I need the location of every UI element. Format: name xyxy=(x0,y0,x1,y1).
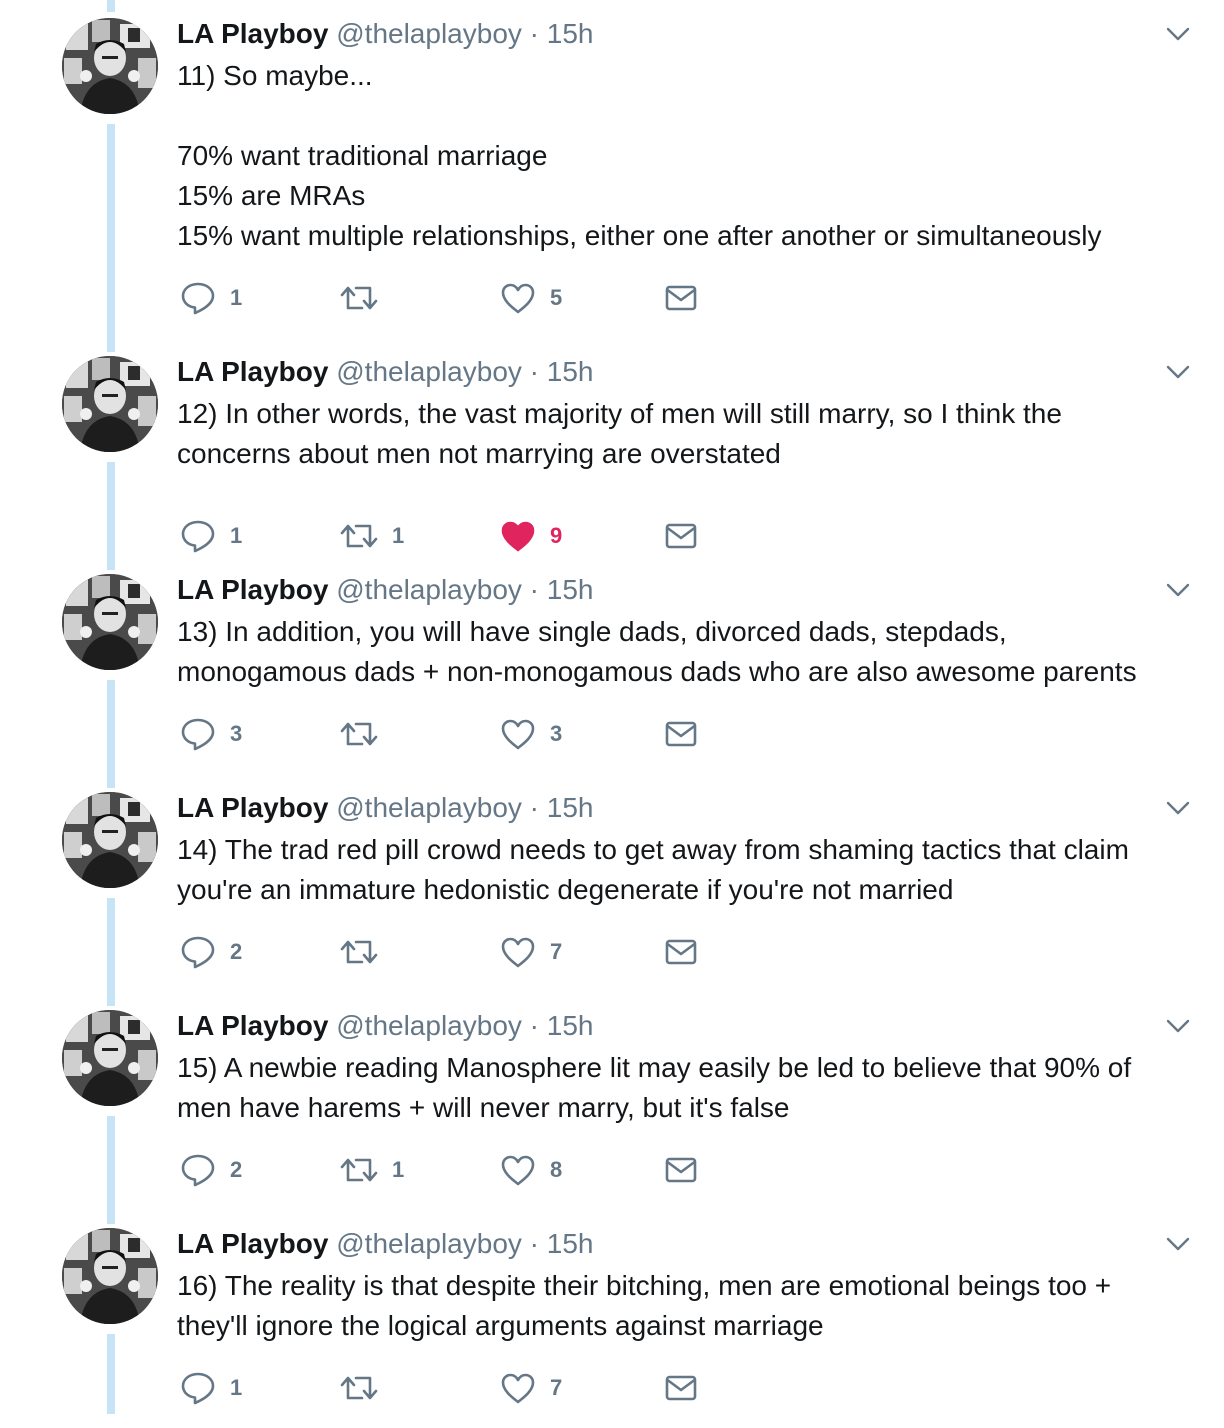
reply-icon xyxy=(180,281,216,315)
tweet-text-line: 15% want multiple relationships, either one after another or simultaneously xyxy=(177,220,1102,251)
tweet-text xyxy=(177,1048,1177,1128)
header-separator: · xyxy=(529,356,539,387)
reply-count: 1 xyxy=(230,285,243,310)
retweet-icon xyxy=(340,1155,378,1185)
tweet[interactable] xyxy=(0,338,1224,556)
tweet-text-line: 16) The reality is that despite their bitching, men are emotional beings too + xyxy=(177,1270,1112,1301)
reply-count: 1 xyxy=(230,523,243,548)
author-name[interactable]: LA Playboy xyxy=(177,356,329,387)
retweet-count: 1 xyxy=(392,523,405,548)
direct-message-button[interactable] xyxy=(664,518,698,554)
tweet-header xyxy=(177,354,594,390)
tweet-actions xyxy=(180,716,740,752)
tweet-text-line: 13) In addition, you will have single dads, divorced dads, stepdads, xyxy=(177,616,1007,647)
tweet[interactable] xyxy=(0,992,1224,1210)
envelope-icon xyxy=(664,719,698,749)
envelope-icon xyxy=(664,1155,698,1185)
envelope-icon xyxy=(664,937,698,967)
reply-button[interactable] xyxy=(180,1370,242,1406)
tweet-text xyxy=(177,56,1177,256)
like-button[interactable] xyxy=(500,716,562,752)
header-separator: · xyxy=(529,1228,539,1259)
tweet-text-line: 70% want traditional marriage xyxy=(177,140,548,171)
direct-message-button[interactable] xyxy=(664,716,698,752)
retweet-button[interactable] xyxy=(340,280,392,316)
reply-button[interactable] xyxy=(180,934,242,970)
envelope-icon xyxy=(664,521,698,551)
author-handle[interactable]: @thelaplayboy xyxy=(336,1010,522,1041)
tweet-timestamp[interactable]: 15h xyxy=(546,574,594,605)
heart-icon xyxy=(500,520,536,552)
reply-icon xyxy=(180,935,216,969)
tweet-text-line: 12) In other words, the vast majority of men will still marry, so I think the xyxy=(177,398,1062,429)
author-name[interactable]: LA Playboy xyxy=(177,18,329,49)
reply-button[interactable] xyxy=(180,716,242,752)
tweet-header xyxy=(177,790,594,826)
tweet[interactable] xyxy=(0,556,1224,774)
like-button[interactable] xyxy=(500,280,562,316)
retweet-icon xyxy=(340,521,378,551)
heart-icon xyxy=(500,936,536,968)
like-count: 3 xyxy=(550,721,563,746)
tweet-text-line: 11) So maybe... xyxy=(177,60,373,91)
heart-icon xyxy=(500,1154,536,1186)
tweet-header xyxy=(177,572,594,608)
like-button[interactable] xyxy=(500,518,562,554)
tweet-text-line: concerns about men not marrying are overstated xyxy=(177,438,781,469)
tweet-text xyxy=(177,612,1177,692)
reply-icon xyxy=(180,717,216,751)
author-name[interactable]: LA Playboy xyxy=(177,1228,329,1259)
like-button[interactable] xyxy=(500,1152,562,1188)
avatar[interactable] xyxy=(62,18,158,114)
reply-count: 2 xyxy=(230,939,243,964)
tweet-actions xyxy=(180,934,740,970)
chevron-down-icon[interactable] xyxy=(1164,20,1192,48)
chevron-down-icon[interactable] xyxy=(1164,358,1192,386)
tweet-timestamp[interactable]: 15h xyxy=(546,1010,594,1041)
heart-icon xyxy=(500,282,536,314)
tweet-timestamp[interactable]: 15h xyxy=(546,18,594,49)
avatar[interactable] xyxy=(62,356,158,452)
retweet-button[interactable] xyxy=(340,518,404,554)
tweet-text-line: monogamous dads + non-monogamous dads who are also awesome parents xyxy=(177,656,1137,687)
retweet-button[interactable] xyxy=(340,1152,404,1188)
like-count: 8 xyxy=(550,1157,563,1182)
reply-icon xyxy=(180,1371,216,1405)
tweet[interactable] xyxy=(0,774,1224,992)
reply-icon xyxy=(180,519,216,553)
tweet-text xyxy=(177,1266,1177,1346)
tweet-timestamp[interactable]: 15h xyxy=(546,792,594,823)
author-handle[interactable]: @thelaplayboy xyxy=(336,356,522,387)
avatar[interactable] xyxy=(62,792,158,888)
avatar[interactable] xyxy=(62,1010,158,1106)
tweet-header xyxy=(177,16,594,52)
tweet[interactable] xyxy=(0,1210,1224,1428)
header-separator: · xyxy=(529,1010,539,1041)
author-handle[interactable]: @thelaplayboy xyxy=(336,18,522,49)
chevron-down-icon[interactable] xyxy=(1164,1230,1192,1258)
chevron-down-icon[interactable] xyxy=(1164,1012,1192,1040)
reply-button[interactable] xyxy=(180,280,242,316)
author-handle[interactable]: @thelaplayboy xyxy=(336,792,522,823)
direct-message-button[interactable] xyxy=(664,1152,698,1188)
tweet-text xyxy=(177,830,1177,910)
like-count: 7 xyxy=(550,939,563,964)
avatar[interactable] xyxy=(62,574,158,670)
chevron-down-icon[interactable] xyxy=(1164,576,1192,604)
author-name[interactable]: LA Playboy xyxy=(177,574,329,605)
direct-message-button[interactable] xyxy=(664,1370,698,1406)
tweet-text-blank-line xyxy=(177,96,1177,136)
tweet-actions xyxy=(180,1370,740,1406)
author-name[interactable]: LA Playboy xyxy=(177,792,329,823)
tweet-text-line: 15) A newbie reading Manosphere lit may easily be led to believe that 90% of xyxy=(177,1052,1132,1083)
retweet-icon xyxy=(340,283,378,313)
tweet-actions xyxy=(180,280,740,316)
reply-count: 1 xyxy=(230,1375,243,1400)
tweet-actions xyxy=(180,1152,740,1188)
reply-button[interactable] xyxy=(180,1152,242,1188)
tweet-timestamp[interactable]: 15h xyxy=(546,356,594,387)
direct-message-button[interactable] xyxy=(664,280,698,316)
like-count: 5 xyxy=(550,285,563,310)
tweet-header xyxy=(177,1226,594,1262)
retweet-button[interactable] xyxy=(340,716,392,752)
retweet-count: 1 xyxy=(392,1157,405,1182)
retweet-button[interactable] xyxy=(340,934,392,970)
heart-icon xyxy=(500,1372,536,1404)
envelope-icon xyxy=(664,1373,698,1403)
like-button[interactable] xyxy=(500,934,562,970)
direct-message-button[interactable] xyxy=(664,934,698,970)
tweet-text-line: 15% are MRAs xyxy=(177,180,366,211)
heart-icon xyxy=(500,718,536,750)
like-count: 7 xyxy=(550,1375,563,1400)
retweet-icon xyxy=(340,1373,378,1403)
retweet-icon xyxy=(340,937,378,967)
header-separator: · xyxy=(529,792,539,823)
author-name[interactable]: LA Playboy xyxy=(177,1010,329,1041)
envelope-icon xyxy=(664,283,698,313)
tweet-text-line: men have harems + will never marry, but it's false xyxy=(177,1092,790,1123)
author-handle[interactable]: @thelaplayboy xyxy=(336,1228,522,1259)
author-handle[interactable]: @thelaplayboy xyxy=(336,574,522,605)
like-button[interactable] xyxy=(500,1370,562,1406)
retweet-button[interactable] xyxy=(340,1370,392,1406)
chevron-down-icon[interactable] xyxy=(1164,794,1192,822)
like-count: 9 xyxy=(550,523,563,548)
reply-count: 3 xyxy=(230,721,243,746)
tweet-header xyxy=(177,1008,594,1044)
reply-button[interactable] xyxy=(180,518,242,554)
header-separator: · xyxy=(529,18,539,49)
reply-icon xyxy=(180,1153,216,1187)
reply-count: 2 xyxy=(230,1157,243,1182)
avatar[interactable] xyxy=(62,1228,158,1324)
tweet-text-line: 14) The trad red pill crowd needs to get away from shaming tactics that claim xyxy=(177,834,1129,865)
tweet[interactable] xyxy=(0,0,1224,310)
tweet-text-line: you're an immature hedonistic degenerate if you're not married xyxy=(177,874,954,905)
tweet-timestamp[interactable]: 15h xyxy=(546,1228,594,1259)
tweet-text xyxy=(177,394,1177,474)
tweet-actions xyxy=(180,518,740,554)
header-separator: · xyxy=(529,574,539,605)
tweet-text-line: they'll ignore the logical arguments against marriage xyxy=(177,1310,824,1341)
retweet-icon xyxy=(340,719,378,749)
